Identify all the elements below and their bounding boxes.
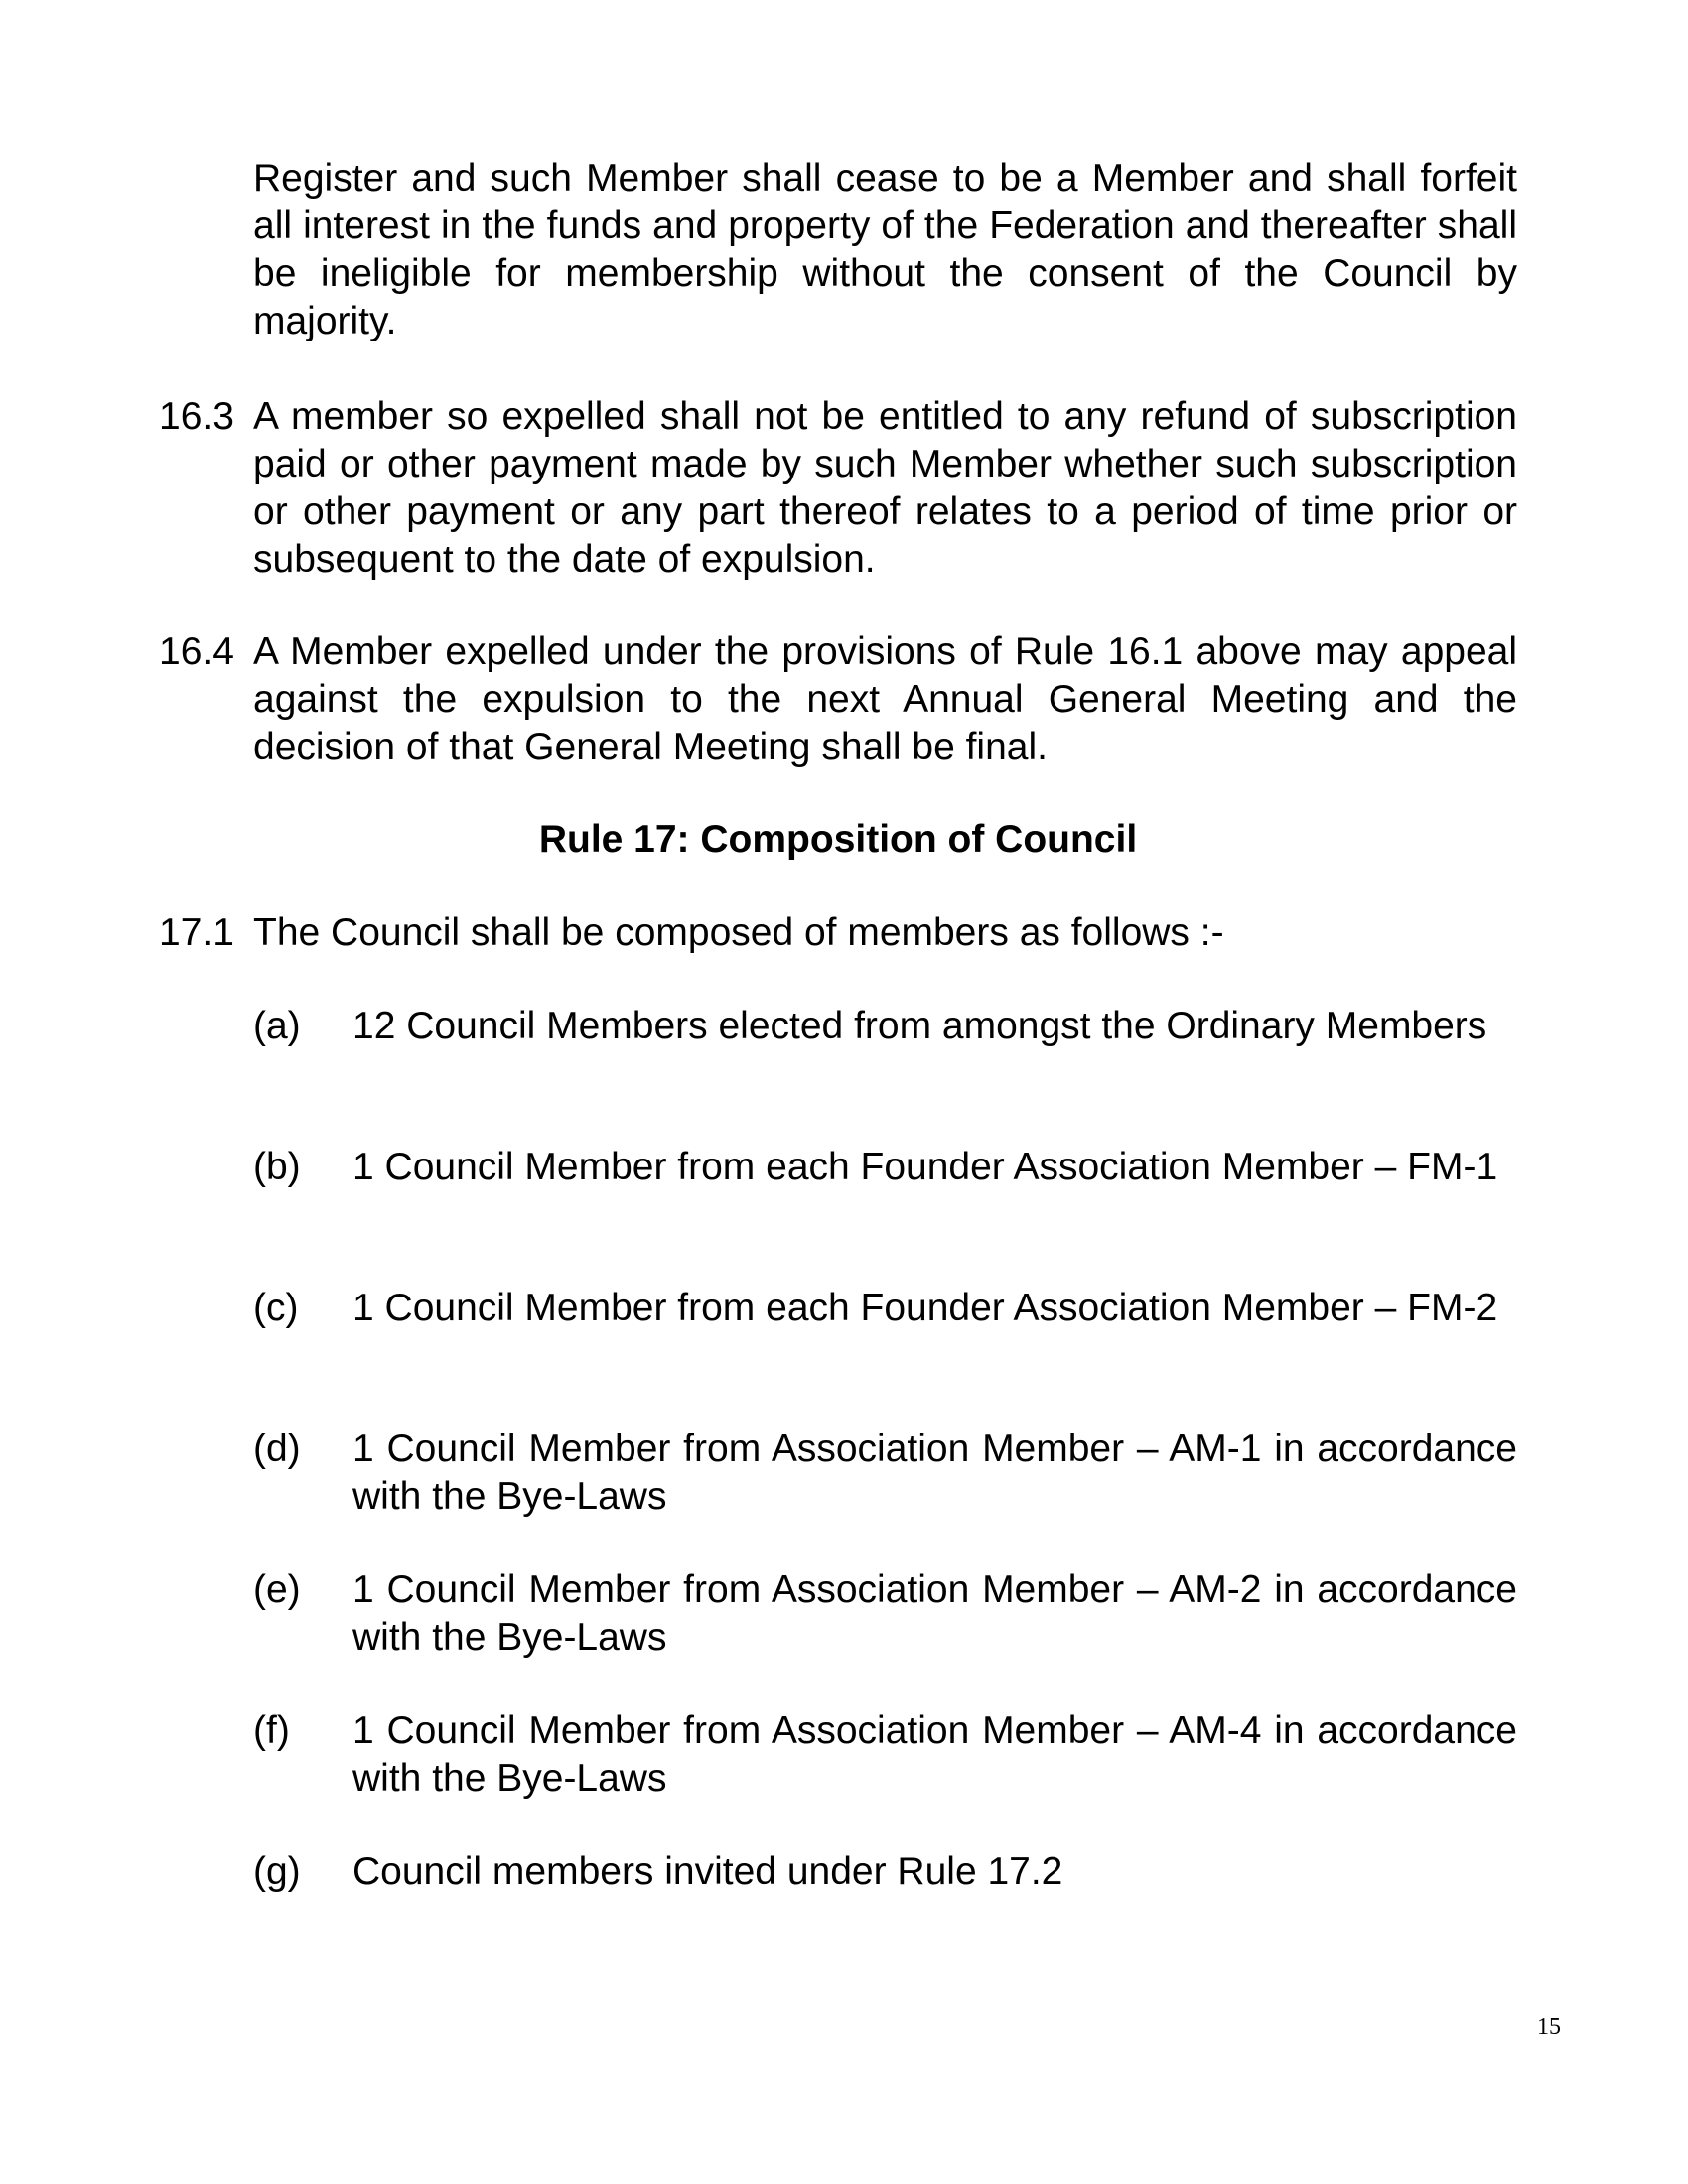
continuation-paragraph: Register and such Member shall cease to be a Member and shall forfeit all interest in the funds and property of the Federation and thereafter shall be ineligible for membership without the consent of the Council by majority. — [253, 157, 1517, 342]
list-item-f — [253, 1707, 1517, 1803]
clause-16-3 — [159, 393, 1517, 584]
item-label: (a) — [253, 1005, 301, 1047]
clause-number: 16.3 — [159, 395, 234, 438]
clause-17-1 — [159, 909, 1517, 957]
clause-text: A Member expelled under the provisions of Rule 16.1 above may appeal against the expulsion to the next Annual General Meeting and the decision of that General Meeting shall be final. — [253, 630, 1517, 768]
item-text: 1 Council Member from each Founder Association Member – FM-1 — [352, 1146, 1498, 1188]
item-text: 1 Council Member from each Founder Association Member – FM-2 — [352, 1287, 1498, 1329]
clause-16-4 — [159, 628, 1517, 771]
item-label: (c) — [253, 1287, 299, 1329]
item-text: 1 Council Member from Association Member – AM-2 in accordance with the Bye-Laws — [352, 1569, 1517, 1659]
item-text: 1 Council Member from Association Member – AM-1 in accordance with the Bye-Laws — [352, 1428, 1517, 1518]
item-label: (e) — [253, 1569, 301, 1611]
list-item-g — [253, 1848, 1517, 1896]
item-text: Council members invited under Rule 17.2 — [352, 1850, 1063, 1893]
list-item-c — [253, 1285, 1517, 1332]
item-text: 1 Council Member from Association Member – AM-4 in accordance with the Bye-Laws — [352, 1709, 1517, 1800]
clause-number: 17.1 — [159, 911, 234, 954]
clause-text: A member so expelled shall not be entitled to any refund of subscription paid or other payment made by such Member whether such subscription or other payment or any part thereof relates to a period of time prior or subsequent to the date of expulsion. — [253, 395, 1517, 581]
list-item-e — [253, 1567, 1517, 1662]
item-label: (d) — [253, 1428, 301, 1470]
clause-text: The Council shall be composed of members as follows :- — [253, 911, 1224, 954]
page-number: 15 — [1537, 2014, 1561, 2040]
rule-17-heading: Rule 17: Composition of Council — [538, 818, 1138, 861]
item-label: (f) — [253, 1709, 290, 1752]
list-item-b — [253, 1144, 1517, 1191]
item-label: (b) — [253, 1146, 301, 1188]
list-item-a — [253, 1003, 1517, 1050]
item-label: (g) — [253, 1850, 301, 1893]
list-item-d — [253, 1426, 1517, 1521]
item-text: 12 Council Members elected from amongst the Ordinary Members — [352, 1005, 1487, 1047]
clause-number: 16.4 — [159, 630, 234, 673]
